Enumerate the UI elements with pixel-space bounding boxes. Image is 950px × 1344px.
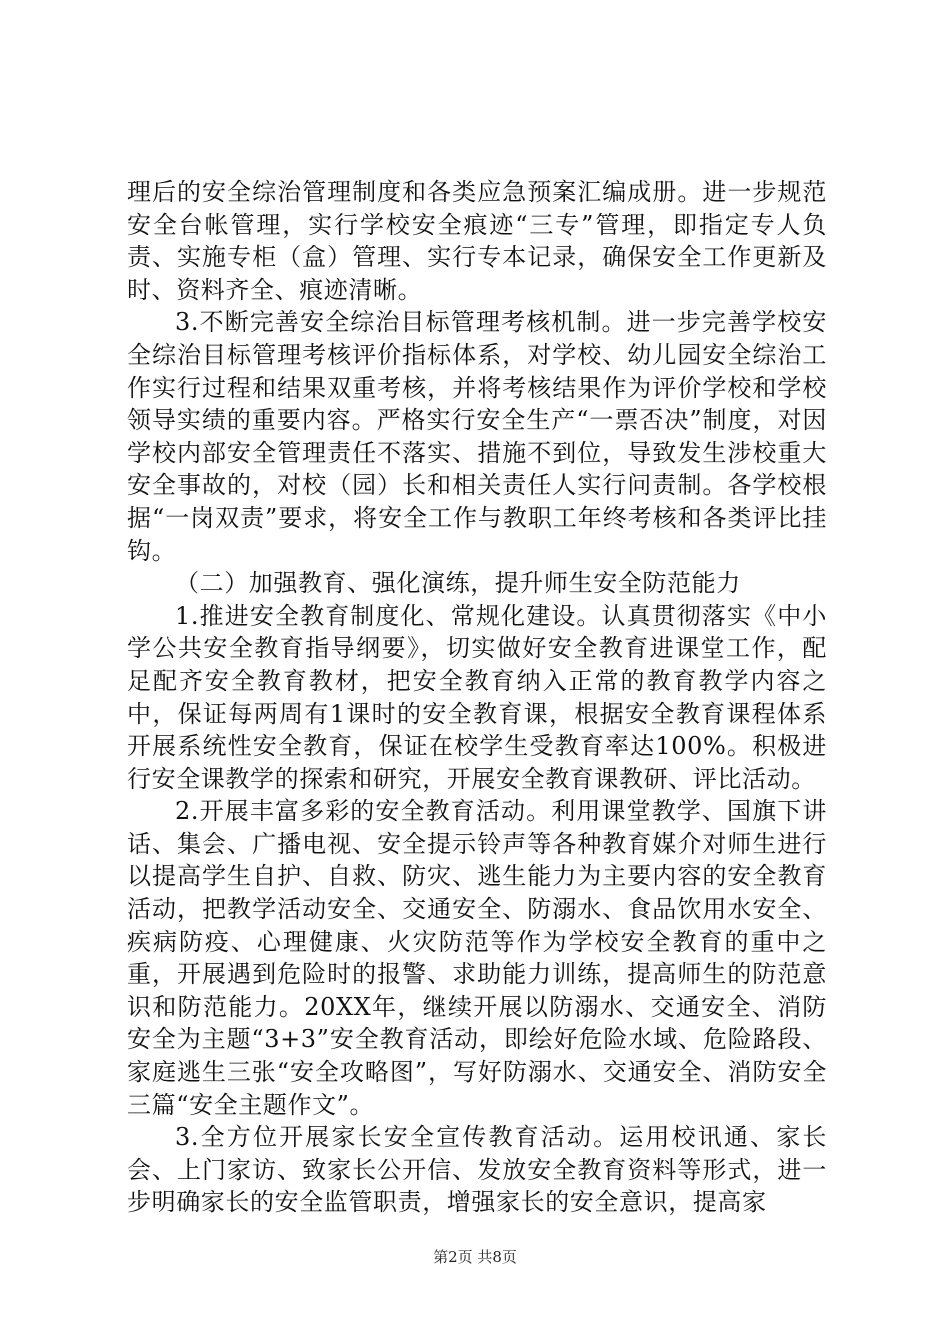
paragraph-item-1-education: 1.推进安全教育制度化、常规化建设。认真贯彻落实《中小学公共安全教育指导纲要》，切实做好安全教育进课堂工作，配足配齐安全教育教材，把安全教育纳入正常的教育教学内容之中，保证每两周有1课时的安全教育课，根据安全教育课程体系开展系统性安全教育，保证在校学生受教育率达100%。积极进行安全课教学的探索和研究，开展安全教育课教研、评比活动。 <box>127 601 827 793</box>
page-number-footer: 第2页 共8页 <box>433 1248 517 1266</box>
paragraph-item-3-assessment: 3.不断完善安全综治目标管理考核机制。进一步完善学校安全综治目标管理考核评价指标体系，对学校、幼儿园安全综治工作实行过程和结果双重考核，并将考核结果作为评价学校和学校领导实绩的重要内容。严格实行安全生产“一票否决”制度，对因学校内部安全管理责任不落实、措施不到位，导致发生涉校重大安全事故的，对校（园）长和相关责任人实行问责制。各学校根据“一岗双责”要求，将安全工作与教职工年终考核和各类评比挂钩。 <box>127 308 827 565</box>
section-heading-2: （二）加强教育、强化演练，提升师生安全防范能力 <box>175 569 741 598</box>
paragraph-item-3-parents: 3.全方位开展家长安全宣传教育活动。运用校讯通、家长会、上门家访、致家长公开信、发放安全教育资料等形式，进一步明确家长的安全监管职责，增强家长的安全意识，提高家 <box>127 1123 827 1217</box>
document-body <box>127 176 827 1219</box>
paragraph-item-2-activities: 2.开展丰富多彩的安全教育活动。利用课堂教学、国旗下讲话、集会、广播电视、安全提示铃声等各种教育媒介对师生进行以提高学生自护、自救、防灾、逃生能力为主要内容的安全教育活动，把教学活动安全、交通安全、防溺水、食品饮用水安全、疾病防疫、心理健康、火灾防范等作为学校安全教育的重中之重，开展遇到危险时的报警、求助能力训练，提高师生的防范意识和防范能力。20XX年，继续开展以防溺水、交通安全、消防安全为主题“3+3”安全教育活动，即绘好危险水域、危险路段、家庭逃生三张“安全攻略图”，写好防溺水、交通安全、消防安全三篇“安全主题作文”。 <box>127 797 827 1119</box>
paragraph-continuation: 理后的安全综治管理制度和各类应急预案汇编成册。进一步规范安全台帐管理，实行学校安全痕迹“三专”管理，即指定专人负责、实施专柜（盒）管理、实行专本记录，确保安全工作更新及时、资料齐全、痕迹清晰。 <box>127 178 827 304</box>
